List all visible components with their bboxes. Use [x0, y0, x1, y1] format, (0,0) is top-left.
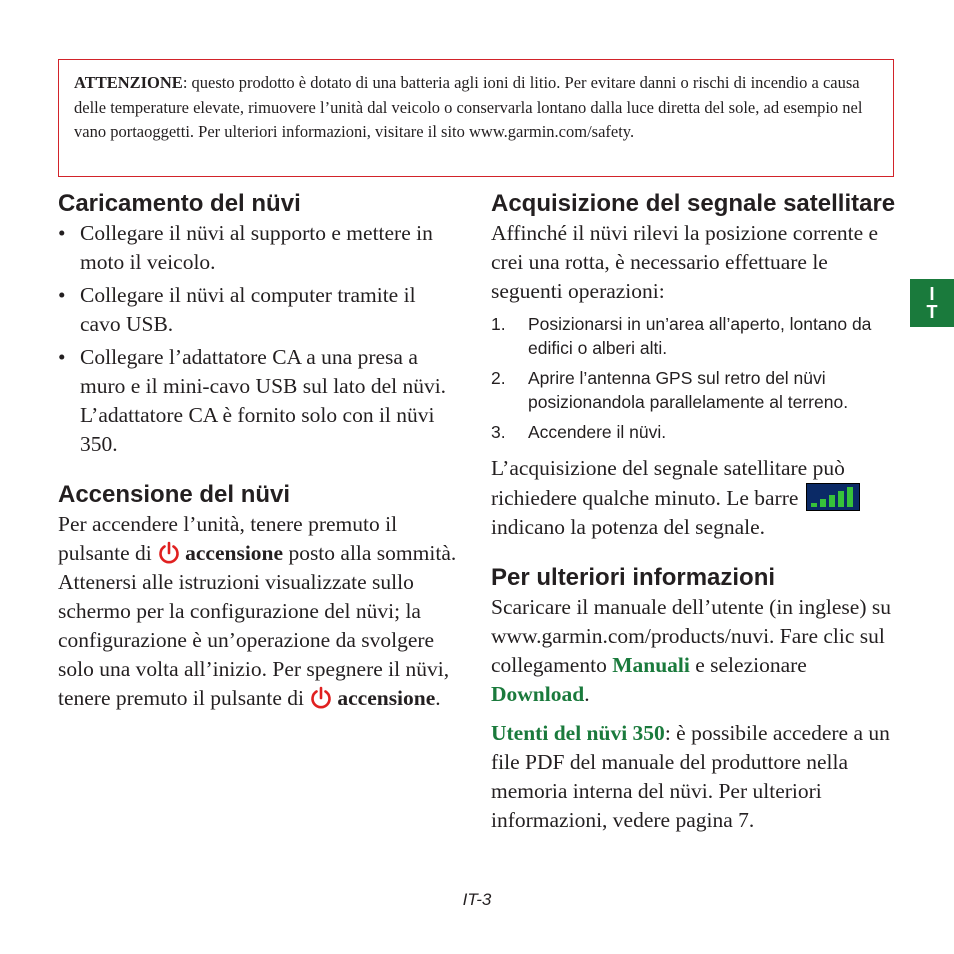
power-heading: Accensione del nüvi	[58, 481, 291, 508]
signal-bars-icon	[806, 483, 860, 511]
warning-text: : questo prodotto è dotato di una batteria agli ioni di litio. Per evitare danni o rischi di incendio a causa delle temperature elevate, rimuovere l’unità dal veicolo o conservarla lontano dalla luce diretta del sole, ad esempio nel vano portaoggetti. Per ulteriori informazioni, visitare il sito www.garmin.com/safety.	[74, 73, 863, 141]
users-label: Utenti del nüvi 350	[491, 721, 665, 745]
satellite-steps	[491, 312, 896, 444]
warning-box	[58, 59, 894, 177]
list-item: • Collegare il nüvi al supporto e mettere in moto il veicolo.	[58, 221, 433, 274]
bullet-icon: •	[58, 221, 66, 245]
download-link[interactable]: Download	[491, 682, 585, 706]
warning-label: ATTENZIONE	[74, 73, 183, 92]
users-paragraph: Utenti del nüvi 350: è possibile accedere a un file PDF del manuale del produttore nella memoria interna del nüvi. Per ulteriori informazioni, vedere pagina 7.	[491, 721, 890, 832]
power-paragraph: Per accendere l’unità, tenere premuto il pulsante di accensione posto alla sommità. Attenersi alle istruzioni visualizzate sullo schermo per la configurazione del nüvi; la configurazione è un’operazione da svolgere solo una volta all’inizio. Per spegnere il nüvi, tenere premuto il pulsante di accensione.	[58, 512, 457, 710]
left-column	[58, 188, 458, 713]
list-item: 2. Aprire l’antenna GPS sul retro del nüvi posizionandola parallelamente al terreno.	[491, 368, 849, 412]
list-item: • Collegare l’adattatore CA a una presa a muro e il mini-cavo USB sul lato del nüvi. L’adattatore CA è fornito solo con il nüvi 350.	[58, 345, 447, 456]
language-tab: I T	[910, 279, 954, 327]
charging-heading: Caricamento del nüvi	[58, 190, 301, 217]
info-paragraph: Scaricare il manuale dell’utente (in inglese) su www.garmin.com/products/nuvi. Fare clic sul collegamento Manuali e selezionare Download.	[491, 595, 891, 706]
bullet-icon: •	[58, 345, 66, 369]
right-column	[491, 188, 896, 835]
power-icon	[309, 686, 333, 710]
manuali-link[interactable]: Manuali	[612, 653, 690, 677]
power-icon	[157, 541, 181, 565]
bullet-icon: •	[58, 283, 66, 307]
page-number: IT-3	[462, 890, 492, 909]
charging-list	[58, 219, 458, 459]
satellite-signal-paragraph: L’acquisizione del segnale satellitare può richiedere qualche minuto. Le barre indicano la potenza del segnale.	[491, 454, 896, 542]
list-item: 3. Accendere il nüvi.	[491, 422, 667, 442]
info-heading: Per ulteriori informazioni	[491, 564, 776, 591]
list-item: 1. Posizionarsi in un’area all’aperto, lontano da edifici o alberi alti.	[491, 314, 872, 358]
list-item: • Collegare il nüvi al computer tramite il cavo USB.	[58, 283, 416, 336]
satellite-intro: Affinché il nüvi rilevi la posizione corrente e crei una rotta, è necessario effettuare le seguenti operazioni:	[491, 221, 879, 303]
satellite-heading: Acquisizione del segnale satellitare	[491, 190, 896, 217]
